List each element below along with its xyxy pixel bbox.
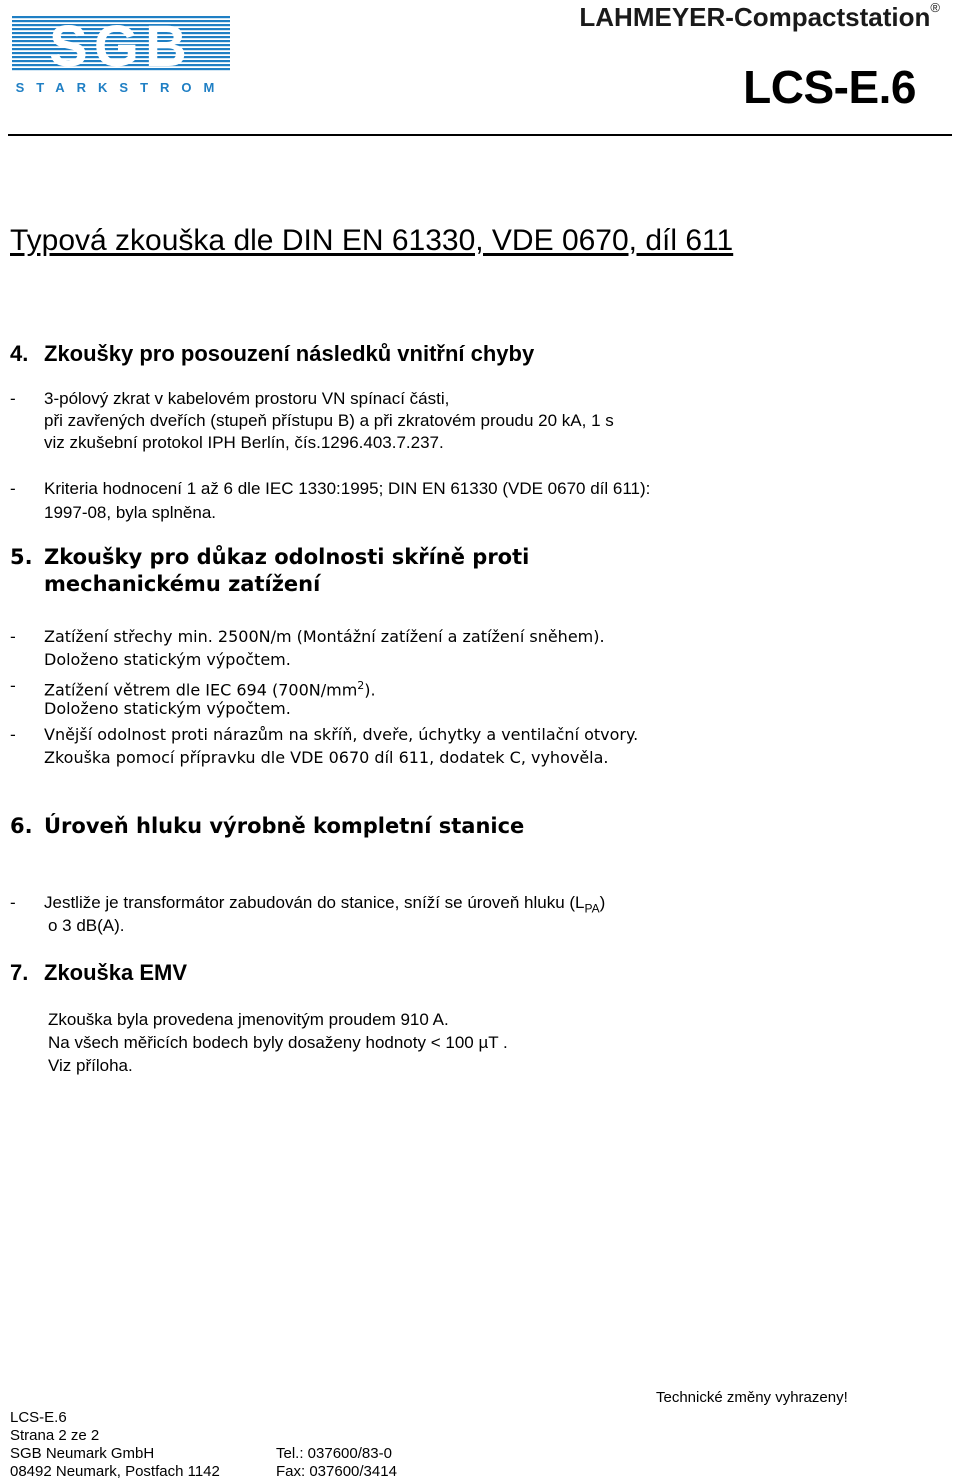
item-line: Doloženo statickým výpočtem. [44, 650, 291, 669]
section-number: 4. [10, 341, 29, 366]
section-number: 7. [10, 960, 29, 985]
section-title: Zkoušky pro posouzení následků vnitřní chyby [44, 341, 535, 366]
item-text: Zatížení větrem dle IEC 694 (700N/mm [44, 680, 358, 700]
item-line: 1997-08, byla splněna. [44, 503, 217, 522]
page-title: Typová zkouška dle DIN EN 61330, VDE 0670, díl 611 [10, 224, 734, 257]
sgb-logo [12, 16, 230, 96]
footer-contact [276, 1444, 476, 1480]
item-text: Jestliže je transformátor zabudován do stanice, sníží se úroveň hluku (L [44, 893, 585, 912]
section-5-item-3 [0, 724, 960, 770]
body-line: Viz příloha. [48, 1056, 133, 1075]
item-line: při zavřených dveřích (stupeň přístupu B) a při zkratovém proudu 20 kA, 1 s [44, 411, 614, 430]
footer-page: Strana 2 ze 2 [10, 1427, 100, 1444]
section-title: Zkouška EMV [44, 960, 188, 985]
footer-code: LCS-E.6 [10, 1409, 67, 1426]
bullet-dash: - [10, 893, 16, 912]
document-code: LCS-E.6 [743, 61, 916, 113]
footer-notice: Technické změny vyhrazeny! [656, 1389, 848, 1406]
section-4-item-2 [0, 478, 960, 526]
item-line: 3-pólový zkrat v kabelovém prostoru VN spínací části, [44, 389, 450, 408]
section-5-item-1 [0, 626, 960, 672]
bullet-dash: - [10, 627, 16, 646]
item-line: viz zkušební protokol IPH Berlín, čís.1296.403.7.237. [44, 433, 444, 452]
section-7-body [48, 1009, 928, 1079]
brand-text: LAHMEYER-Compactstation [579, 2, 931, 32]
bullet-dash: - [10, 676, 16, 695]
section-number: 6. [10, 814, 33, 838]
header-divider [8, 134, 952, 136]
item-line: o 3 dB(A). [48, 916, 125, 935]
section-6-heading [0, 814, 960, 842]
section-5-item-2 [0, 675, 960, 721]
section-5-heading [0, 545, 960, 601]
bullet-dash: - [10, 389, 16, 408]
section-title: Úroveň hluku výrobně kompletní stanice [44, 814, 525, 838]
item-text: ) [599, 893, 606, 912]
section-number: 5. [10, 545, 33, 569]
item-text: ). [364, 680, 376, 700]
section-7-heading [0, 960, 960, 988]
sgb-logo-graphic [12, 16, 230, 96]
footer-address: 08492 Neumark, Postfach 1142 [10, 1463, 220, 1480]
body-line: Na všech měřicích bodech byly dosaženy hodnoty < 100 µT . [48, 1033, 508, 1052]
section-title-line: mechanickému zatížení [44, 572, 321, 596]
section-6-item-1 [0, 892, 960, 940]
item-line: Doloženo statickým výpočtem. [44, 699, 291, 718]
subscript: PA [584, 901, 600, 916]
footer-company: SGB Neumark GmbH [10, 1445, 155, 1462]
body-line: Zkouška byla provedena jmenovitým proudem 910 A. [48, 1010, 449, 1029]
item-line: Zatížení střechy min. 2500N/m (Montážní zatížení a zatížení sněhem). [44, 627, 605, 646]
bullet-dash: - [10, 725, 16, 744]
item-line: Vnější odolnost proti nárazům na skříň, dveře, úchytky a ventilační otvory. [44, 725, 639, 744]
footer-tel: Tel.: 037600/83-0 [276, 1445, 392, 1462]
section-4-heading [0, 341, 960, 369]
superscript: 2 [357, 679, 365, 692]
item-line: Kriteria hodnocení 1 až 6 dle IEC 1330:1995; DIN EN 61330 (VDE 0670 díl 611): [44, 479, 651, 498]
section-title-line: Zkoušky pro důkaz odolnosti skříně proti [44, 545, 530, 569]
bullet-dash: - [10, 479, 16, 498]
footer-fax: Fax: 037600/3414 [276, 1463, 397, 1480]
logo-text: SGB [49, 16, 193, 79]
logo-subtext: STARKSTROM [15, 80, 227, 95]
item-line [44, 892, 605, 919]
brand-name [579, 2, 940, 33]
registered-mark: ® [930, 0, 940, 16]
section-4-item-1 [0, 388, 960, 458]
item-line: Zkouška pomocí přípravku dle VDE 0670 díl 611, dodatek C, vyhověla. [44, 748, 609, 767]
